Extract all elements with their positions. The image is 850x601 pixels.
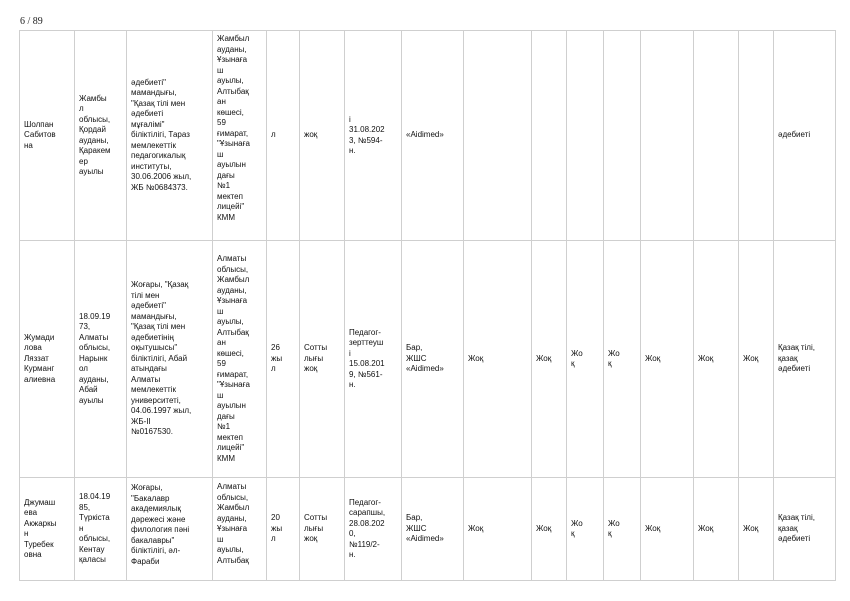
cell-attestation: і 31.08.202 3, №594- н. <box>345 31 402 241</box>
cell-courses: Бар, ЖШС «Aidimed» <box>402 478 464 581</box>
cell-education: әдебиеті" мамандығы, "Қазақ тілі мен әдебиеті мұғалімі" біліктілігі, Тараз мемлекеттік педагогикалық институты, 30.06.2006 жыл, ЖБ №0684373. <box>127 31 213 241</box>
cell-col14: Жоқ <box>694 478 739 581</box>
cell-category: Сотты лығы жоқ <box>300 478 345 581</box>
page-number: 6 / 89 <box>20 16 43 27</box>
cell-col14 <box>694 31 739 241</box>
cell-courses: Бар, ЖШС «Aidimed» <box>402 241 464 478</box>
cell-subject: әдебиеті <box>774 31 836 241</box>
cell-col11 <box>567 31 604 241</box>
cell-col11: Жо қ <box>567 241 604 478</box>
cell-workplace: Алматы облысы, Жамбыл ауданы, Ұзынаға ш ауылы, Алтыбақ <box>213 478 267 581</box>
cell-col10: Жоқ <box>532 478 567 581</box>
cell-workplace: Жамбыл ауданы, Ұзынағa ш ауылы, Алтыбақ ан көшесі, 59 ғимарат, "Ұзынаға ш ауылын дағы №1 мектеп лицейі" КММ <box>213 31 267 241</box>
table-row <box>20 478 836 581</box>
cell-col13 <box>641 31 694 241</box>
cell-col15 <box>739 31 774 241</box>
cell-experience: 26 жы л <box>267 241 300 478</box>
staff-table <box>19 30 836 581</box>
cell-subject: Қазақ тілі, қазақ әдебиеті <box>774 241 836 478</box>
cell-col12: Жо қ <box>604 478 641 581</box>
cell-category: Сотты лығы жоқ <box>300 241 345 478</box>
cell-subject: Қазақ тілі, қазақ әдебиеті <box>774 478 836 581</box>
cell-experience: л <box>267 31 300 241</box>
cell-category: жоқ <box>300 31 345 241</box>
cell-experience: 20 жы л <box>267 478 300 581</box>
table-row <box>20 241 836 478</box>
cell-col13: Жоқ <box>641 241 694 478</box>
cell-col13: Жоқ <box>641 478 694 581</box>
cell-courses: «Aidimed» <box>402 31 464 241</box>
cell-birth: Жамбы л облысы, Қордай ауданы, Қаракем ер ауылы <box>75 31 127 241</box>
cell-name: Джумаш ева Акжаркы н Туребек овна <box>20 478 75 581</box>
cell-col12: Жо қ <box>604 241 641 478</box>
cell-col9 <box>464 31 532 241</box>
cell-birth: 18.04.19 85, Түркіста н облысы, Кентау қаласы <box>75 478 127 581</box>
cell-birth: 18.09.19 73, Алматы облысы, Нарынк ол ауданы, Абай ауылы <box>75 241 127 478</box>
cell-education: Жоғары, "Бакалавр академиялық дәрежесі және филология пәні бакалавры" біліктілігі, әл- Фараби <box>127 478 213 581</box>
table-row <box>20 31 836 241</box>
cell-col15: Жоқ <box>739 478 774 581</box>
cell-col14: Жоқ <box>694 241 739 478</box>
cell-col10 <box>532 31 567 241</box>
cell-name: Жумади лова Ляззат Курманг алиевна <box>20 241 75 478</box>
cell-education: Жоғары, "Қазақ тілі мен әдебиеті" мамандығы, "Қазақ тілі мен әдебиетінің оқытушысы" біліктілігі, Абай атындағы Алматы мемлекеттік университеті, 04.06.1997 жыл, ЖБ-ІІ №0167530. <box>127 241 213 478</box>
cell-col12 <box>604 31 641 241</box>
cell-col9: Жоқ <box>464 241 532 478</box>
cell-workplace: Алматы облысы, Жамбыл ауданы, Ұзынаға ш ауылы, Алтыбақ ан көшесі, 59 ғимарат, "Ұзынаға ш ауылын дағы №1 мектеп лицейі" КММ <box>213 241 267 478</box>
cell-col11: Жо қ <box>567 478 604 581</box>
cell-attestation: Педагог- сарапшы, 28.08.202 0, №119/2- н. <box>345 478 402 581</box>
cell-col15: Жоқ <box>739 241 774 478</box>
cell-col9: Жоқ <box>464 478 532 581</box>
cell-name: Шолпан Сабитов на <box>20 31 75 241</box>
cell-attestation: Педагог- зерттеуш і 15.08.201 9, №561- н. <box>345 241 402 478</box>
cell-col10: Жоқ <box>532 241 567 478</box>
